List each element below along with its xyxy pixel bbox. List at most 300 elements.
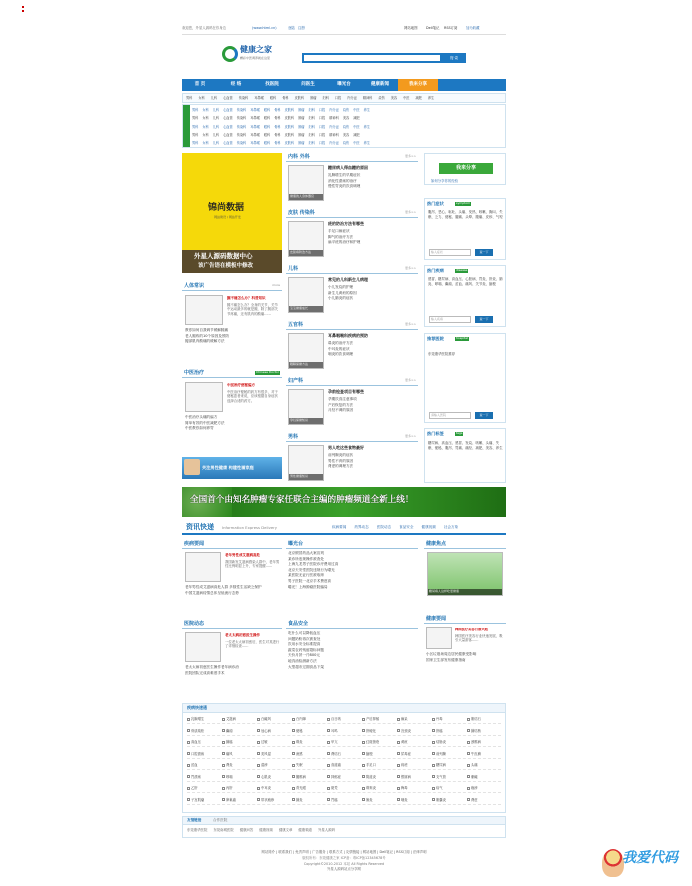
friend-link[interactable]: 东莞南城医院 [213, 828, 234, 832]
quick-disease-link[interactable]: 便秘 [292, 727, 303, 736]
list-item[interactable]: 孕期饮食注意事项 [328, 397, 357, 401]
mid-headline[interactable]: 男人吃这些食物最好 [328, 445, 364, 450]
disease-input[interactable]: 输入疾病 [429, 316, 471, 323]
quick-disease-link[interactable]: 糖尿病 [432, 761, 446, 770]
list-item[interactable]: 肾虚的调理方法 [328, 464, 354, 469]
quick-disease-link[interactable]: 子宫肌瘤 [187, 796, 204, 805]
hospital-search-button[interactable]: 查一下 [475, 412, 493, 419]
list-item[interactable]: 医院团队完成高难度手术 [185, 670, 225, 675]
cat-item[interactable]: 儿科 [210, 96, 218, 100]
cat-item[interactable]: 皮肤科 [294, 96, 305, 100]
list-item[interactable]: 乳腺增生的早期症状 [328, 173, 361, 177]
index-link[interactable]: 儿科 [212, 124, 220, 129]
index-link[interactable]: 骨科 [274, 141, 281, 146]
index-link[interactable]: 中医 [353, 124, 360, 129]
health-news-headline[interactable]: 韩国医疗美容日渐兴起 [455, 628, 488, 631]
quick-disease-link[interactable]: 贫血 [187, 761, 198, 770]
index-link[interactable]: 儿科 [212, 116, 220, 121]
quick-disease-link[interactable]: 耳鸣 [327, 727, 338, 736]
friend-link[interactable]: 健康问答 [239, 828, 254, 832]
index-link[interactable]: 耳鼻喉 [250, 116, 260, 121]
quick-disease-link[interactable]: 支气管 [432, 773, 446, 782]
list-item[interactable]: 国家卫生部发布健康指南 [426, 657, 466, 662]
quick-disease-link[interactable]: 类风湿 [257, 750, 271, 759]
index-link[interactable]: 中医 [353, 108, 360, 112]
index-link[interactable]: 皮肤科 [284, 116, 295, 121]
mid-thumb[interactable] [288, 165, 324, 201]
mid-headline[interactable]: 孕前检查项目有哪些 [328, 389, 364, 394]
list-item[interactable]: 脚气的治疗方法 [328, 234, 354, 239]
list-item[interactable]: 新生儿黄疸的原因 [328, 290, 357, 295]
list-item[interactable]: 男性不育的原因 [328, 458, 354, 463]
index-link[interactable]: 心血管 [223, 141, 233, 146]
quick-disease-link[interactable]: 丙肝 [222, 784, 233, 793]
index-link[interactable]: 肿瘤 [298, 116, 305, 121]
index-link[interactable]: 肿瘤 [298, 132, 305, 137]
index-link[interactable]: 口腔 [318, 116, 326, 121]
list-item[interactable]: 地沟油检测新方法 [288, 658, 317, 663]
index-link[interactable]: 儿科 [212, 132, 220, 137]
quick-disease-link[interactable]: 肠炎 [362, 796, 373, 805]
index-link[interactable]: 口腔 [318, 141, 326, 146]
quick-disease-link[interactable]: 前列腺 [432, 750, 446, 759]
tags-more[interactable]: tags [456, 431, 463, 435]
quick-disease-link[interactable]: 肺炎 [292, 796, 303, 805]
index-link[interactable]: 女科 [202, 124, 209, 129]
mid-thumb[interactable] [288, 389, 324, 425]
quick-disease-link[interactable]: 白癜风 [257, 715, 271, 724]
index-link[interactable]: 口腔 [318, 108, 326, 112]
news-left-thumb[interactable] [185, 632, 221, 662]
hospitals-text[interactable]: 东莞康华医院推荐 [428, 352, 456, 356]
index-link[interactable]: 女科 [202, 141, 209, 146]
list-item[interactable]: 男子医院一北京手术费虚高 [288, 578, 332, 583]
friend-link[interactable]: 东莞康华医院 [187, 828, 208, 832]
ad-small[interactable] [182, 457, 282, 479]
mid-section-more[interactable]: 更多>> [404, 434, 416, 438]
quick-disease-link[interactable]: 红斑狼疮 [362, 738, 379, 747]
zhongyi-headline[interactable]: 中医治疗便秘偏方 [227, 383, 255, 387]
quick-disease-link[interactable]: 冠心病 [257, 727, 271, 736]
share-button[interactable]: 我来分享 [439, 163, 493, 174]
nav-expose[interactable]: 曝光台 [337, 82, 351, 87]
index-link[interactable]: 美容 [342, 116, 350, 121]
index-link[interactable]: 女科 [202, 116, 209, 121]
cat-item[interactable]: 养生 [427, 96, 435, 100]
list-item[interactable]: 小儿发烧的护理 [328, 285, 354, 289]
quick-disease-link[interactable]: 肾结石 [327, 750, 341, 759]
list-item[interactable]: 产后恢复的方法 [328, 402, 354, 407]
news-left-thumb[interactable] [185, 552, 221, 582]
links-title[interactable]: 友情链接 [187, 818, 202, 822]
index-link[interactable]: 女科 [202, 132, 209, 137]
quick-disease-link[interactable]: 疝气 [432, 784, 443, 793]
mid-section-more[interactable]: 更多>> [404, 378, 416, 382]
list-item[interactable]: 中国艾滋病疫情总体呈低流行态势 [185, 590, 239, 595]
hospitals-more[interactable]: hospital [456, 336, 468, 340]
quick-disease-link[interactable]: 失眠 [292, 761, 303, 770]
index-link[interactable]: 肿瘤 [298, 124, 305, 129]
quick-disease-link[interactable]: 鼻炎 [292, 738, 303, 747]
index-link[interactable]: 皮肤科 [284, 124, 295, 129]
zhongyi-thumb[interactable] [185, 382, 223, 412]
cat-item[interactable]: 妇科 [322, 96, 329, 100]
quick-disease-link[interactable]: 胆囊炎 [432, 796, 446, 805]
quick-disease-link[interactable]: 紫癜 [467, 773, 478, 782]
cat-item[interactable]: 中医 [403, 96, 410, 100]
news-tab[interactable]: 药界动态 [354, 525, 369, 529]
index-link[interactable]: 心血管 [223, 124, 233, 129]
quick-disease-link[interactable]: 宫颈炎 [397, 727, 411, 736]
nav-share[interactable]: 我来分享 [398, 79, 438, 91]
mid-section-more[interactable]: 更多>> [404, 322, 416, 326]
index-link[interactable]: 骨科 [274, 124, 281, 129]
cat-item[interactable]: 内分泌 [347, 96, 357, 100]
quick-disease-link[interactable]: 胃癌 [327, 796, 338, 805]
index-link[interactable]: 眼科 [263, 141, 271, 146]
index-link[interactable]: 眼科 [263, 116, 271, 121]
cat-item[interactable]: 口腔 [334, 96, 342, 100]
mid-headline[interactable]: 疣的防治方法有哪些 [328, 221, 364, 226]
list-item[interactable]: 小区垃圾场周边居民健康受影响 [426, 652, 477, 656]
list-item[interactable]: 北京假冒药品大案宣判 [288, 551, 324, 555]
quick-disease-link[interactable]: 鼻窦炎 [362, 784, 376, 793]
quick-disease-link[interactable]: 脑梗 [362, 750, 373, 759]
quick-disease-link[interactable]: 湿疹 [257, 761, 268, 770]
quick-disease-link[interactable]: 牛皮癣 [467, 750, 481, 759]
list-item[interactable]: 小儿肺炎的症状 [328, 296, 354, 301]
tumor-banner[interactable] [182, 487, 506, 517]
quick-disease-link[interactable]: 斑秃 [327, 784, 338, 793]
index-link[interactable]: 中医 [353, 141, 360, 146]
checkbox-icon [327, 729, 330, 732]
quick-disease-link[interactable]: 丹毒 [432, 715, 443, 724]
index-link[interactable]: 烧伤 [342, 141, 350, 146]
quick-disease-link[interactable]: 结肠炎 [432, 738, 446, 747]
list-item[interactable]: 蔬菜农药残留超标问题 [288, 647, 324, 652]
index-link[interactable]: 妇科 [308, 124, 315, 129]
quick-disease-link[interactable]: 胃溃疡 [187, 773, 201, 782]
tags-text[interactable]: 糖尿病、高血压、感冒、发烧、咳嗽、头痛、失眠、便秘、腹泻、胃痛、痛经、减肥、美容、养生 [428, 441, 503, 450]
hot-symptoms-more[interactable]: symptom [456, 201, 471, 205]
quick-disease-link[interactable]: 食道癌 [327, 761, 341, 770]
quick-disease-link[interactable]: 乙肝 [187, 784, 198, 793]
quick-disease-link[interactable]: 中耳炎 [257, 784, 271, 793]
symptom-input[interactable]: 输入症状 [429, 249, 471, 256]
index-link[interactable]: 耳鼻喉 [250, 108, 260, 112]
nav-doctor[interactable]: 问医生 [301, 82, 315, 87]
index-link[interactable]: 眼科 [263, 108, 271, 112]
quick-disease-link[interactable]: 肝硬化 [362, 727, 376, 736]
quick-disease-link[interactable]: 卵巢癌 [222, 796, 236, 805]
quick-disease-link[interactable]: 痛风 [222, 750, 233, 759]
index-link[interactable]: 妇科 [308, 141, 315, 146]
list-item[interactable]: 慢性胃炎的饮食调理 [328, 184, 361, 189]
index-link[interactable]: 心血管 [223, 116, 233, 121]
index-link[interactable]: 传染科 [236, 132, 247, 137]
news-tab[interactable]: 社会万象 [443, 525, 459, 529]
index-link[interactable]: 养生 [363, 141, 370, 146]
index-link[interactable]: 耳鼻喉 [250, 141, 260, 146]
index-link[interactable]: 内分泌 [329, 108, 339, 112]
list-item[interactable]: 吃什么可以降低血压 [288, 631, 321, 635]
index-link[interactable]: 妇科 [308, 132, 315, 137]
quick-disease-link[interactable]: 肺结核 [467, 727, 481, 736]
footer-site: 外星人源码站点分享网 [327, 866, 361, 871]
quick-disease-link[interactable]: 尿毒症 [397, 750, 411, 759]
index-link[interactable]: 美容 [342, 132, 350, 137]
quick-disease-link[interactable]: 肾虚 [467, 796, 478, 805]
list-item[interactable]: 大型超市过期食品下架 [288, 664, 324, 669]
index-link[interactable]: 养生 [363, 108, 370, 112]
mid-thumb[interactable] [288, 445, 324, 481]
list-item[interactable]: 北京天安堂医院违规行为曝光 [288, 567, 335, 572]
index-link[interactable]: 骨科 [274, 108, 281, 112]
quick-disease-link[interactable]: 过敏 [257, 738, 268, 747]
renti-more[interactable]: more [272, 283, 280, 287]
index-link[interactable]: 妇科 [308, 116, 315, 121]
quick-disease-link[interactable]: 颈椎病 [467, 738, 481, 747]
list-item[interactable]: 某诊所违规操作被查处 [288, 556, 324, 561]
nav-news[interactable]: 健康新闻 [371, 82, 389, 87]
index-link[interactable]: 烧伤 [342, 124, 350, 129]
index-link[interactable]: 传染科 [236, 124, 247, 129]
quick-disease-link[interactable]: 白内障 [292, 715, 306, 724]
list-item[interactable]: 消化性溃疡的治疗 [328, 178, 357, 183]
register-link[interactable]: 注册 [298, 26, 305, 30]
index-link[interactable]: 减肥 [353, 116, 360, 121]
mid-headline[interactable]: 耳鼻咽喉科疾病的预防 [328, 333, 368, 338]
quick-disease-link[interactable]: 心肌炎 [257, 773, 271, 782]
welcome-link[interactable]: (www.html.cn) [252, 26, 277, 30]
footer-links[interactable]: 网站简介 | 联系我们 | 免责声明 | 广告服务 | 联系方式 | 友情链接 | 网站地图 | Dell笔记 | RSS订阅 | 法律声明 [261, 850, 427, 854]
friend-link[interactable]: 健康文章 [278, 828, 293, 832]
list-item[interactable]: 鼻炎的治疗方法 [328, 341, 354, 345]
list-item[interactable]: 曝光！上海肿瘤医院骗局 [288, 584, 328, 589]
mid-section-more[interactable]: 更多>> [404, 154, 416, 158]
quick-disease-link[interactable]: 肾炎 [222, 761, 233, 770]
quick-disease-link[interactable]: 青光眼 [292, 784, 306, 793]
index-link[interactable]: 男科 [192, 141, 199, 146]
list-item[interactable]: 中耳炎的症状 [328, 346, 350, 351]
list-item[interactable]: 问题奶粉再次被查处 [288, 636, 321, 641]
quick-disease-link[interactable]: 带状疱疹 [257, 796, 274, 805]
checkbox-icon [467, 798, 470, 801]
index-link[interactable]: 耳鼻喉 [250, 132, 260, 137]
disease-search-button[interactable]: 查一下 [475, 316, 493, 323]
index-link[interactable]: 传染科 [236, 116, 247, 121]
cat-item[interactable]: 传染科 [238, 96, 249, 100]
list-item[interactable]: 中医教你如何养胃 [185, 426, 214, 431]
mid-headline[interactable]: 常见的儿科新生儿病理 [328, 277, 368, 282]
list-item[interactable]: 老年男性成艾滋病高危人群 多数性生活缺乏保护 [185, 585, 262, 589]
friend-link[interactable]: 健康频道 [298, 828, 312, 832]
cat-item[interactable]: 眼科 [269, 96, 277, 100]
news-tab[interactable]: 健康视频 [421, 525, 436, 529]
index-link[interactable]: 内分泌 [329, 124, 339, 129]
mid-thumb[interactable] [288, 333, 324, 369]
cat-item[interactable]: 耳鼻喉 [254, 96, 264, 100]
hot-symptoms-text[interactable]: 腹泻、恶心、呕吐、头痛、发热、咳嗽、胸闷、失眠、乏力、便秘、腰痛、头晕、腹痛、皮疹、气短 [428, 210, 503, 219]
news-left-headline[interactable]: 老年男性成艾滋病高危 [225, 553, 260, 557]
index-link[interactable]: 精神科 [329, 132, 339, 137]
list-item[interactable]: 老太太病初愈医生操作老年病诊治 [185, 665, 239, 669]
index-link[interactable]: 口腔 [318, 132, 326, 137]
index-link[interactable]: 儿科 [212, 108, 220, 112]
index-link[interactable]: 儿科 [212, 141, 220, 146]
search-input[interactable] [302, 53, 442, 63]
quick-disease-link[interactable]: 抑郁症 [327, 773, 341, 782]
list-item[interactable]: 腿部肌肉酸痛的缓解方法 [185, 339, 225, 344]
quick-disease-link[interactable]: 产后抑郁 [362, 715, 379, 724]
mid-thumb[interactable] [288, 277, 324, 313]
quick-disease-link[interactable]: 百日咳 [327, 715, 341, 724]
quick-disease-link[interactable]: 癫痫 [222, 727, 233, 736]
list-item[interactable]: 中医治疗头痛的偏方 [185, 415, 218, 419]
health-focus-image[interactable] [427, 552, 503, 596]
cat-item[interactable]: 心血管 [223, 96, 233, 100]
mid-headline[interactable]: 糖尿病人得血糖的原因 [328, 165, 368, 170]
hospital-input[interactable]: 请输入医院 [429, 412, 471, 419]
index-link[interactable]: 男科 [192, 116, 199, 121]
index-link[interactable]: 妇科 [308, 108, 315, 112]
renti-headline[interactable]: 腿不痛怎么办？科普知识 [227, 296, 266, 300]
friend-link[interactable]: 外星人源码 [317, 828, 335, 832]
quick-disease-link[interactable]: 梅毒 [397, 784, 408, 793]
quick-disease-link[interactable]: 胆结石 [467, 715, 481, 724]
list-item[interactable]: 简单有效的中医减肥方法 [185, 420, 225, 425]
quick-disease-link[interactable]: 骨质疏松 [187, 727, 204, 736]
list-item[interactable]: 天价月饼一斤800元 [288, 653, 321, 658]
search-button[interactable]: 搜 索 [442, 53, 466, 63]
index-link[interactable]: 肿瘤 [298, 108, 305, 112]
quick-disease-link[interactable]: 疱疹 [467, 784, 478, 793]
index-link[interactable]: 骨科 [274, 116, 281, 121]
quick-disease-link[interactable]: 哮喘 [222, 773, 233, 782]
cat-item[interactable]: 女科 [198, 96, 205, 100]
quick-disease-link[interactable]: 艾滋病 [222, 715, 236, 724]
news-tab[interactable]: 医院动态 [376, 525, 392, 529]
rss-link[interactable]: RSS订阅 [444, 26, 458, 30]
symptom-search-button[interactable]: 查一下 [475, 249, 493, 256]
index-link[interactable]: 精神科 [329, 116, 339, 121]
nav-home[interactable]: 首 页 [194, 82, 206, 87]
nav-meridian[interactable]: 经 络 [230, 82, 242, 87]
quick-disease-link[interactable]: 甲亢 [327, 738, 338, 747]
list-item[interactable]: 扁平疣的治疗和护理 [328, 240, 361, 245]
hot-diseases-more[interactable]: disease [456, 268, 468, 272]
index-link[interactable]: 传染科 [236, 108, 247, 112]
list-item[interactable]: 上海九龙男子医院诊疗费用过高 [288, 562, 339, 567]
index-link[interactable]: 心血管 [223, 108, 233, 112]
quick-disease-link[interactable]: 肺癌 [222, 738, 233, 747]
hot-diseases-text[interactable]: 感冒、糖尿病、高血压、心脏病、胃炎、肝炎、肺炎、哮喘、癫痫、贫血、痛风、关节炎、脑梗 [428, 277, 503, 286]
index-link[interactable]: 男科 [192, 108, 199, 112]
news-left-headline[interactable]: 老太太病初愈医生操作 [225, 633, 260, 637]
cat-item[interactable]: 骨科 [282, 96, 289, 100]
list-item[interactable]: 前列腺炎的症状 [328, 453, 354, 457]
login-link[interactable]: 登陆 [288, 26, 295, 30]
list-item[interactable]: 教你如何自我调节缓解腿痛 [185, 328, 229, 332]
index-link[interactable]: 骨科 [274, 132, 281, 137]
quick-disease-link[interactable]: 银屑病 [397, 773, 411, 782]
quick-disease-link[interactable]: 高血压 [187, 738, 201, 747]
quick-disease-link[interactable]: 头痛 [467, 761, 478, 770]
quick-disease-link[interactable]: 咽炎 [397, 796, 408, 805]
index-link[interactable]: 烧伤 [342, 108, 350, 112]
index-link[interactable]: 肿瘤 [298, 141, 305, 146]
dell-link[interactable]: Dell笔记 [426, 26, 440, 30]
zhongyi-more[interactable]: Chinese Doctor [256, 370, 279, 374]
share-help-link[interactable]: 如何分享你的经验 [431, 179, 459, 183]
index-link[interactable]: 耳鼻喉 [250, 124, 260, 129]
list-item[interactable]: 月经不调的原因 [328, 408, 354, 413]
quick-disease-link[interactable]: 口腔溃疡 [187, 750, 204, 759]
list-item[interactable]: 老人腿疼的10个原因及预防 [185, 333, 230, 338]
cat-item[interactable]: 男科 [186, 96, 193, 100]
nav-hospital[interactable]: 找医院 [265, 82, 279, 87]
cat-item[interactable]: 烧伤 [378, 96, 385, 100]
index-link[interactable]: 眼科 [263, 124, 271, 129]
ad-left[interactable] [182, 153, 282, 273]
mid-section-more[interactable]: 更多>> [404, 210, 416, 214]
quick-disease-link[interactable]: 阴道炎 [362, 773, 376, 782]
list-item[interactable]: 手足口病症状 [328, 229, 350, 233]
index-link[interactable]: 女科 [202, 108, 209, 112]
index-link[interactable]: 皮肤科 [284, 141, 295, 146]
index-link[interactable]: 男科 [192, 132, 199, 137]
index-link[interactable]: 传染科 [236, 141, 247, 146]
quick-disease-link[interactable]: 黄疸 [397, 738, 408, 747]
cat-item[interactable]: 肿瘤 [310, 96, 317, 100]
index-link[interactable]: 皮肤科 [284, 132, 295, 137]
cat-item[interactable]: 减肥 [415, 96, 422, 100]
index-link[interactable]: 养生 [363, 124, 370, 129]
news-tab[interactable]: 疾病要闻 [332, 525, 347, 529]
cat-item[interactable]: 美容 [390, 96, 398, 100]
index-link[interactable]: 内分泌 [329, 141, 339, 146]
index-link[interactable]: 眼科 [263, 132, 271, 137]
mid-section-more[interactable]: 更多>> [404, 266, 416, 270]
mid-thumb[interactable] [288, 221, 324, 257]
quick-disease-link[interactable]: 痴呆 [397, 715, 408, 724]
list-item[interactable]: 某医院无证行医被取缔 [288, 573, 324, 578]
sitemap-link[interactable]: 网站地图 [404, 26, 418, 30]
index-link[interactable]: 心血管 [223, 132, 233, 137]
quick-disease-link[interactable]: 腰椎病 [292, 773, 306, 782]
index-link[interactable]: 口腔 [318, 124, 326, 129]
news-tab[interactable]: 食品安全 [399, 525, 414, 529]
quick-disease-link[interactable]: 流感 [292, 750, 303, 759]
cat-item[interactable]: 精神科 [362, 96, 373, 100]
links-tab2[interactable]: 合作医院 [213, 818, 228, 822]
friend-link[interactable]: 健康视频 [259, 828, 273, 832]
quick-disease-link[interactable]: 痔疮 [397, 761, 408, 770]
health-news-thumb[interactable] [426, 627, 452, 649]
renti-thumb[interactable] [185, 295, 223, 325]
index-link[interactable]: 减肥 [353, 132, 360, 137]
quick-disease-link[interactable]: 肝癌 [432, 727, 443, 736]
index-link[interactable]: 男科 [192, 124, 199, 129]
checkbox-icon [397, 752, 400, 755]
list-item[interactable]: 饮用水安全标准提高 [288, 642, 321, 647]
quick-disease-link[interactable]: 乳腺增生 [187, 715, 204, 724]
quick-disease-link[interactable]: 手足口 [362, 761, 376, 770]
index-link[interactable]: 皮肤科 [284, 108, 295, 112]
list-item[interactable]: 咽炎的饮食调理 [328, 352, 354, 357]
favorite-link[interactable]: 加为收藏 [466, 26, 480, 30]
logo[interactable] [222, 45, 302, 67]
